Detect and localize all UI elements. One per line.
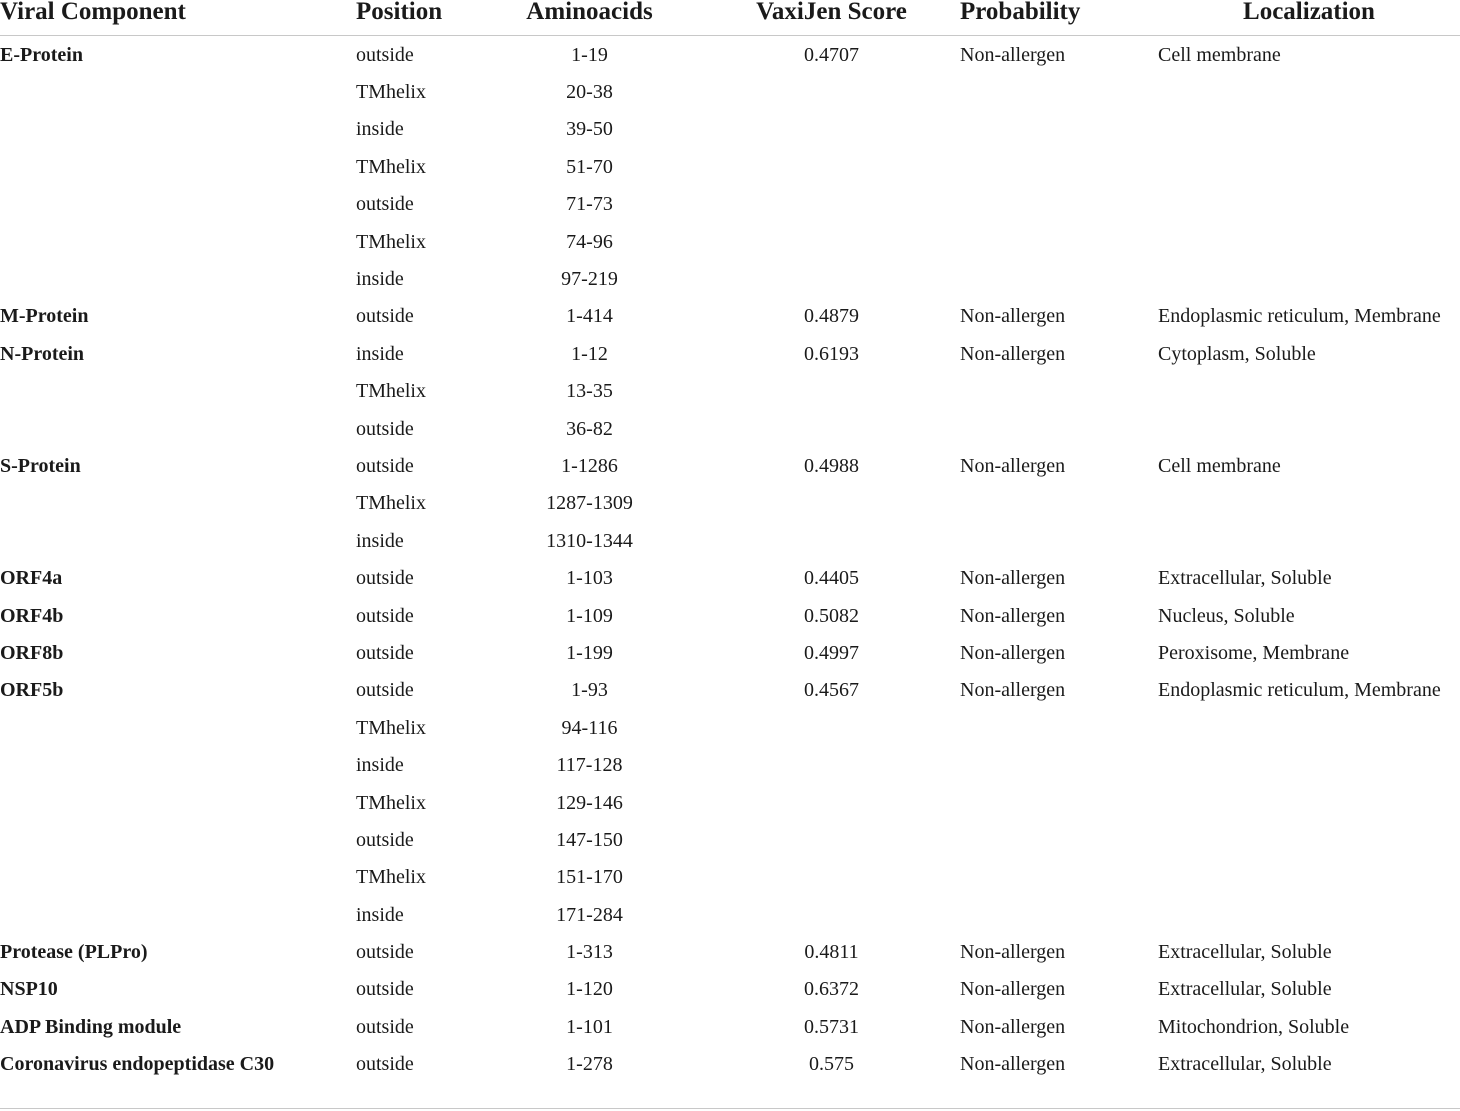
cell-viral-component: ADP Binding module xyxy=(0,1015,182,1038)
header-vaxijen-score: VaxiJen Score xyxy=(703,0,960,36)
cell-aminoacids: 129-146 xyxy=(556,791,623,814)
cell-viral-component xyxy=(0,186,356,223)
table-body xyxy=(0,36,1460,1083)
cell-aminoacids: 1-414 xyxy=(566,305,613,328)
cell-aminoacids: 71-73 xyxy=(566,193,613,216)
cell-aminoacids: 171-284 xyxy=(556,903,623,926)
cell-aminoacids: 20-38 xyxy=(566,81,613,104)
cell-position: outside xyxy=(356,43,414,66)
table-row xyxy=(0,335,1460,372)
cell-vaxijen-score: 0.4707 xyxy=(804,43,859,66)
cell-viral-component: ORF4b xyxy=(0,604,64,627)
table-row xyxy=(0,373,1460,410)
cell-position: inside xyxy=(356,118,404,141)
cell-aminoacids: 151-170 xyxy=(556,866,623,889)
cell-vaxijen-score: 0.6372 xyxy=(804,978,859,1001)
cell-viral-component xyxy=(0,373,356,410)
cell-viral-component: E-Protein xyxy=(0,43,83,66)
cell-localization: Extracellular, Soluble xyxy=(1158,941,1332,964)
cell-probability xyxy=(960,410,1158,447)
header-aminoacids: Aminoacids xyxy=(476,0,703,36)
cell-localization: Cell membrane xyxy=(1158,454,1281,477)
table-row xyxy=(0,522,1460,559)
cell-position: TMhelix xyxy=(356,230,426,253)
cell-position: TMhelix xyxy=(356,716,426,739)
cell-vaxijen-score xyxy=(703,410,960,447)
cell-aminoacids: 51-70 xyxy=(566,155,613,178)
cell-aminoacids: 1-103 xyxy=(566,567,613,590)
cell-viral-component xyxy=(0,896,356,933)
table-row xyxy=(0,111,1460,148)
cell-probability xyxy=(960,260,1158,297)
cell-position: outside xyxy=(356,305,414,328)
cell-probability xyxy=(960,373,1158,410)
cell-vaxijen-score: 0.5082 xyxy=(804,604,859,627)
table-row xyxy=(0,260,1460,297)
cell-aminoacids: 1-199 xyxy=(566,641,613,664)
cell-aminoacids: 1-109 xyxy=(566,604,613,627)
cell-position: inside xyxy=(356,903,404,926)
cell-vaxijen-score xyxy=(703,111,960,148)
cell-vaxijen-score xyxy=(703,896,960,933)
cell-probability: Non-allergen xyxy=(960,454,1066,477)
cell-viral-component xyxy=(0,111,356,148)
cell-probability: Non-allergen xyxy=(960,43,1066,66)
header-probability: Probability xyxy=(960,0,1158,36)
cell-localization xyxy=(1158,859,1460,896)
cell-viral-component: ORF8b xyxy=(0,641,64,664)
cell-localization: Extracellular, Soluble xyxy=(1158,1053,1332,1076)
cell-aminoacids: 117-128 xyxy=(556,754,623,777)
cell-viral-component xyxy=(0,821,356,858)
cell-localization: Cell membrane xyxy=(1158,43,1281,66)
cell-probability: Non-allergen xyxy=(960,567,1066,590)
table-row xyxy=(0,559,1460,596)
cell-localization xyxy=(1158,223,1460,260)
cell-localization: Extracellular, Soluble xyxy=(1158,978,1332,1001)
cell-vaxijen-score xyxy=(703,522,960,559)
cell-probability xyxy=(960,186,1158,223)
table-row xyxy=(0,73,1460,110)
cell-aminoacids: 1-101 xyxy=(566,1015,613,1038)
table-row xyxy=(0,36,1460,74)
cell-localization: Endoplasmic reticulum, Membrane xyxy=(1158,305,1441,328)
cell-vaxijen-score: 0.4879 xyxy=(804,305,859,328)
cell-vaxijen-score: 0.6193 xyxy=(804,342,859,365)
cell-position: TMhelix xyxy=(356,791,426,814)
cell-localization xyxy=(1158,148,1460,185)
cell-viral-component: S-Protein xyxy=(0,454,81,477)
cell-localization xyxy=(1158,73,1460,110)
cell-probability xyxy=(960,746,1158,783)
cell-localization: Mitochondrion, Soluble xyxy=(1158,1015,1350,1038)
cell-position: outside xyxy=(356,828,414,851)
table-row xyxy=(0,784,1460,821)
cell-viral-component: N-Protein xyxy=(0,342,85,365)
cell-viral-component xyxy=(0,784,356,821)
cell-aminoacids: 39-50 xyxy=(566,118,613,141)
cell-aminoacids: 1-93 xyxy=(571,679,608,702)
cell-viral-component xyxy=(0,522,356,559)
table-row xyxy=(0,933,1460,970)
cell-probability xyxy=(960,859,1158,896)
cell-vaxijen-score xyxy=(703,260,960,297)
cell-probability: Non-allergen xyxy=(960,641,1066,664)
cell-probability xyxy=(960,522,1158,559)
cell-viral-component: NSP10 xyxy=(0,978,58,1001)
cell-probability: Non-allergen xyxy=(960,1053,1066,1076)
table-row xyxy=(0,746,1460,783)
table-row xyxy=(0,485,1460,522)
table-row xyxy=(0,634,1460,671)
cell-probability: Non-allergen xyxy=(960,342,1066,365)
cell-probability xyxy=(960,73,1158,110)
cell-vaxijen-score xyxy=(703,186,960,223)
cell-position: TMhelix xyxy=(356,380,426,403)
cell-probability xyxy=(960,148,1158,185)
table-row xyxy=(0,298,1460,335)
cell-localization xyxy=(1158,709,1460,746)
cell-aminoacids: 1-1286 xyxy=(561,454,618,477)
cell-vaxijen-score xyxy=(703,223,960,260)
cell-viral-component: Coronavirus endopeptidase C30 xyxy=(0,1053,275,1076)
cell-localization xyxy=(1158,186,1460,223)
table-row xyxy=(0,1008,1460,1045)
cell-probability: Non-allergen xyxy=(960,679,1066,702)
table-row xyxy=(0,186,1460,223)
cell-localization xyxy=(1158,821,1460,858)
cell-position: outside xyxy=(356,193,414,216)
cell-probability: Non-allergen xyxy=(960,978,1066,1001)
cell-localization: Cytoplasm, Soluble xyxy=(1158,342,1316,365)
cell-vaxijen-score xyxy=(703,746,960,783)
table-row xyxy=(0,971,1460,1008)
table-row xyxy=(0,821,1460,858)
header-localization: Localization xyxy=(1158,0,1460,36)
cell-viral-component xyxy=(0,148,356,185)
cell-probability xyxy=(960,223,1158,260)
cell-probability xyxy=(960,485,1158,522)
cell-viral-component xyxy=(0,260,356,297)
table-row xyxy=(0,896,1460,933)
cell-position: outside xyxy=(356,1053,414,1076)
header-position: Position xyxy=(356,0,476,36)
cell-probability xyxy=(960,709,1158,746)
cell-viral-component xyxy=(0,223,356,260)
cell-localization: Endoplasmic reticulum, Membrane xyxy=(1158,679,1441,702)
cell-position: outside xyxy=(356,1015,414,1038)
cell-position: outside xyxy=(356,417,414,440)
header-viral-component: Viral Component xyxy=(0,0,356,36)
table-row xyxy=(0,447,1460,484)
cell-localization xyxy=(1158,410,1460,447)
cell-vaxijen-score: 0.4567 xyxy=(804,679,859,702)
cell-localization xyxy=(1158,896,1460,933)
cell-vaxijen-score: 0.575 xyxy=(809,1053,854,1076)
cell-vaxijen-score xyxy=(703,148,960,185)
cell-probability: Non-allergen xyxy=(960,604,1066,627)
table-row xyxy=(0,597,1460,634)
cell-position: outside xyxy=(356,941,414,964)
cell-position: inside xyxy=(356,268,404,291)
cell-probability xyxy=(960,784,1158,821)
cell-vaxijen-score: 0.4997 xyxy=(804,641,859,664)
cell-position: inside xyxy=(356,754,404,777)
cell-aminoacids: 147-150 xyxy=(556,828,623,851)
table-bottom-rule xyxy=(0,1108,1460,1109)
cell-aminoacids: 1-19 xyxy=(571,43,608,66)
cell-localization xyxy=(1158,485,1460,522)
table-row xyxy=(0,148,1460,185)
cell-position: TMhelix xyxy=(356,155,426,178)
table-row xyxy=(0,410,1460,447)
cell-position: outside xyxy=(356,604,414,627)
cell-probability xyxy=(960,896,1158,933)
cell-viral-component xyxy=(0,709,356,746)
cell-position: TMhelix xyxy=(356,81,426,104)
cell-vaxijen-score: 0.4988 xyxy=(804,454,859,477)
cell-viral-component: M-Protein xyxy=(0,305,89,328)
cell-vaxijen-score xyxy=(703,73,960,110)
cell-probability: Non-allergen xyxy=(960,305,1066,328)
cell-aminoacids: 97-219 xyxy=(561,268,618,291)
cell-position: outside xyxy=(356,454,414,477)
cell-position: inside xyxy=(356,342,404,365)
cell-probability xyxy=(960,821,1158,858)
cell-aminoacids: 36-82 xyxy=(566,417,613,440)
cell-aminoacids: 13-35 xyxy=(566,380,613,403)
table-row xyxy=(0,672,1460,709)
cell-localization xyxy=(1158,746,1460,783)
cell-localization: Nucleus, Soluble xyxy=(1158,604,1295,627)
cell-probability xyxy=(960,111,1158,148)
cell-position: outside xyxy=(356,679,414,702)
cell-localization: Peroxisome, Membrane xyxy=(1158,641,1350,664)
cell-aminoacids: 1287-1309 xyxy=(546,492,633,515)
cell-viral-component xyxy=(0,746,356,783)
cell-vaxijen-score xyxy=(703,485,960,522)
cell-position: TMhelix xyxy=(356,866,426,889)
cell-localization xyxy=(1158,522,1460,559)
cell-localization xyxy=(1158,373,1460,410)
cell-position: outside xyxy=(356,567,414,590)
cell-vaxijen-score xyxy=(703,859,960,896)
cell-vaxijen-score xyxy=(703,373,960,410)
table-row xyxy=(0,709,1460,746)
cell-localization xyxy=(1158,111,1460,148)
cell-aminoacids: 1310-1344 xyxy=(546,529,633,552)
cell-localization xyxy=(1158,784,1460,821)
cell-aminoacids: 1-12 xyxy=(571,342,608,365)
cell-vaxijen-score xyxy=(703,709,960,746)
cell-aminoacids: 1-278 xyxy=(566,1053,613,1076)
header-row xyxy=(0,0,1460,36)
cell-viral-component xyxy=(0,485,356,522)
cell-position: outside xyxy=(356,641,414,664)
cell-localization: Extracellular, Soluble xyxy=(1158,567,1332,590)
cell-vaxijen-score xyxy=(703,784,960,821)
cell-probability: Non-allergen xyxy=(960,1015,1066,1038)
table-row xyxy=(0,1046,1460,1083)
cell-viral-component xyxy=(0,73,356,110)
cell-localization xyxy=(1158,260,1460,297)
cell-vaxijen-score: 0.5731 xyxy=(804,1015,859,1038)
cell-position: TMhelix xyxy=(356,492,426,515)
cell-viral-component xyxy=(0,410,356,447)
cell-aminoacids: 1-120 xyxy=(566,978,613,1001)
cell-position: inside xyxy=(356,529,404,552)
table-row xyxy=(0,223,1460,260)
cell-aminoacids: 1-313 xyxy=(566,941,613,964)
cell-position: outside xyxy=(356,978,414,1001)
cell-aminoacids: 94-116 xyxy=(561,716,618,739)
cell-vaxijen-score: 0.4405 xyxy=(804,567,859,590)
cell-aminoacids: 74-96 xyxy=(566,230,613,253)
cell-viral-component: ORF4a xyxy=(0,567,63,590)
cell-viral-component: ORF5b xyxy=(0,679,64,702)
cell-viral-component: Protease (PLPro) xyxy=(0,941,148,964)
cell-probability: Non-allergen xyxy=(960,941,1066,964)
table-row xyxy=(0,859,1460,896)
cell-viral-component xyxy=(0,859,356,896)
cell-vaxijen-score: 0.4811 xyxy=(804,941,859,964)
cell-vaxijen-score xyxy=(703,821,960,858)
